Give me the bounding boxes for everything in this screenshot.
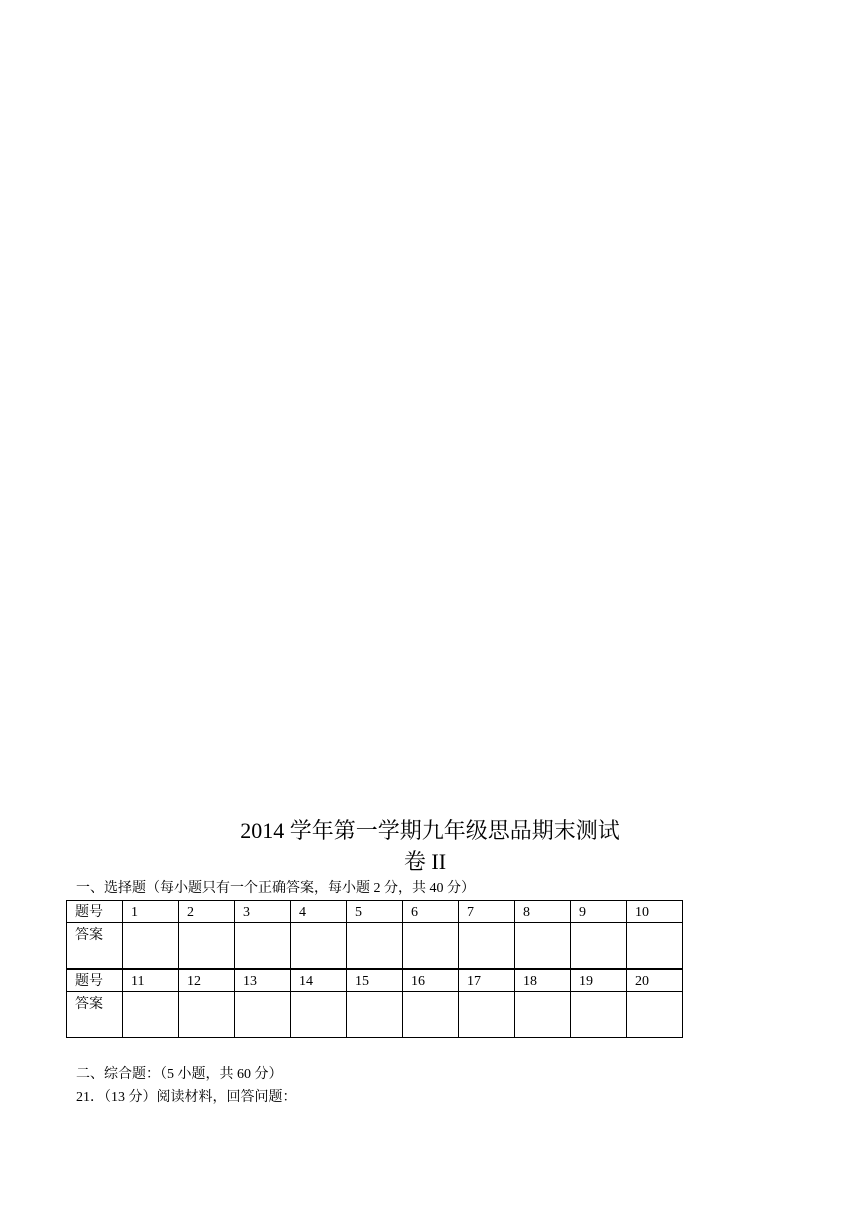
question-number-cell: 18: [515, 970, 571, 992]
answer-cell[interactable]: [627, 992, 683, 1038]
question-number-cell: 2: [179, 901, 235, 923]
answer-cell[interactable]: [291, 992, 347, 1038]
answer-cell[interactable]: [123, 923, 179, 969]
answer-cell[interactable]: [459, 992, 515, 1038]
answer-cell[interactable]: [291, 923, 347, 969]
answer-cell[interactable]: [459, 923, 515, 969]
answer-grid-11-20: [66, 969, 683, 1038]
question-number-row: [67, 901, 683, 923]
section-two-heading: 二、综合题：（5 小题，共 60 分）: [76, 1067, 283, 1082]
answer-cell[interactable]: [515, 923, 571, 969]
answer-cell[interactable]: [347, 923, 403, 969]
question-number-cell: 8: [515, 901, 571, 923]
section-one-heading: 一、选择题（每小题只有一个正确答案，每小题 2 分，共 40 分）: [76, 881, 475, 896]
answer-cell[interactable]: [235, 923, 291, 969]
question-number-cell: 3: [235, 901, 291, 923]
question-number-cell: 13: [235, 970, 291, 992]
answer-cell[interactable]: [515, 992, 571, 1038]
row-label-number: 题号: [67, 901, 123, 923]
question-number-cell: 11: [123, 970, 179, 992]
question-number-cell: 1: [123, 901, 179, 923]
question-number-cell: 10: [627, 901, 683, 923]
question-number-cell: 14: [291, 970, 347, 992]
answer-cell[interactable]: [123, 992, 179, 1038]
question-number-cell: 17: [459, 970, 515, 992]
answer-cell[interactable]: [179, 923, 235, 969]
row-label-answer: 答案: [67, 992, 123, 1038]
answer-cell[interactable]: [403, 923, 459, 969]
exam-subtitle: 卷 II: [403, 849, 447, 874]
question-number-cell: 20: [627, 970, 683, 992]
answer-cell[interactable]: [571, 923, 627, 969]
answer-grid-1-10: [66, 900, 683, 969]
answer-cell[interactable]: [627, 923, 683, 969]
question-number-cell: 6: [403, 901, 459, 923]
row-label-answer: 答案: [67, 923, 123, 969]
question-number-cell: 16: [403, 970, 459, 992]
answer-cell[interactable]: [571, 992, 627, 1038]
answer-row: [67, 992, 683, 1038]
question-number-cell: 12: [179, 970, 235, 992]
answer-cell[interactable]: [235, 992, 291, 1038]
exam-title: 2014 学年第一学期九年级思品期末测试: [240, 818, 620, 843]
question-number-cell: 7: [459, 901, 515, 923]
question-number-cell: 19: [571, 970, 627, 992]
question-number-cell: 5: [347, 901, 403, 923]
row-label-number: 题号: [67, 970, 123, 992]
question-number-cell: 15: [347, 970, 403, 992]
answer-cell[interactable]: [347, 992, 403, 1038]
answer-cell[interactable]: [403, 992, 459, 1038]
question-number-row: [67, 970, 683, 992]
question-number-cell: 4: [291, 901, 347, 923]
answer-cell[interactable]: [179, 992, 235, 1038]
question-number-cell: 9: [571, 901, 627, 923]
answer-row: [67, 923, 683, 969]
question-21-prompt: 21．（13 分）阅读材料，回答问题：: [76, 1090, 297, 1105]
